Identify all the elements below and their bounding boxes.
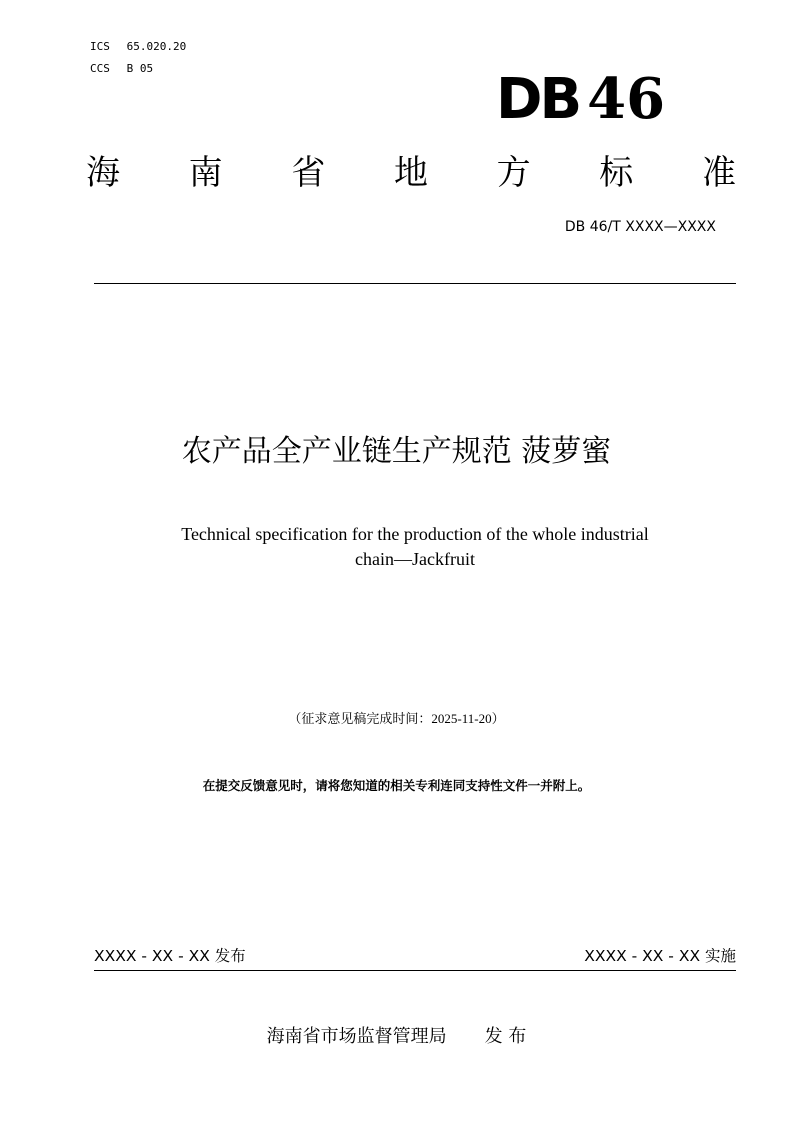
implementation-date: XXXX - XX - XX 实施 (584, 947, 736, 965)
standard-type-char: 南 (188, 153, 223, 193)
top-divider (94, 283, 736, 284)
ccs-value: B 05 (126, 62, 154, 75)
english-title (150, 522, 680, 572)
standard-type-heading (86, 148, 736, 198)
standard-type-char: 标 (599, 153, 634, 193)
db46-logo (496, 68, 686, 130)
standard-type-char: 地 (393, 153, 428, 193)
standard-type-char: 省 (291, 153, 326, 193)
ics-classification (90, 40, 186, 54)
patent-notice: 在提交反馈意见时，请将您知道的相关专利连同支持性文件一并附上。 (202, 778, 591, 793)
english-title-line: Technical specification for the production of the whole industrial (181, 524, 649, 544)
english-title-line: chain—Jackfruit (355, 549, 475, 569)
issuer-action: 发 布 (484, 1026, 527, 1047)
logo-prefix: DB (496, 67, 580, 132)
ics-value: 65.020.20 (126, 40, 187, 53)
standard-type-char: 方 (496, 153, 531, 193)
logo-number: 46 (587, 66, 666, 132)
issue-date: XXXX - XX - XX 发布 (94, 947, 246, 965)
chinese-title: 农产品全产业链生产规范 菠萝蜜 (181, 434, 612, 469)
issuing-authority (0, 1024, 793, 1050)
ics-label: ICS (90, 40, 110, 53)
issuer-name: 海南省市场监督管理局 (266, 1026, 447, 1047)
ccs-classification (90, 62, 153, 76)
draft-completion-note: （征求意见稿完成时间：2025-11-20） (288, 711, 505, 726)
standard-type-char: 海 (86, 153, 120, 193)
standard-code: DB 46/T XXXX—XXXX (564, 219, 716, 235)
ccs-label: CCS (90, 62, 110, 75)
standard-type-char: 准 (701, 153, 736, 193)
bottom-divider (94, 970, 736, 971)
